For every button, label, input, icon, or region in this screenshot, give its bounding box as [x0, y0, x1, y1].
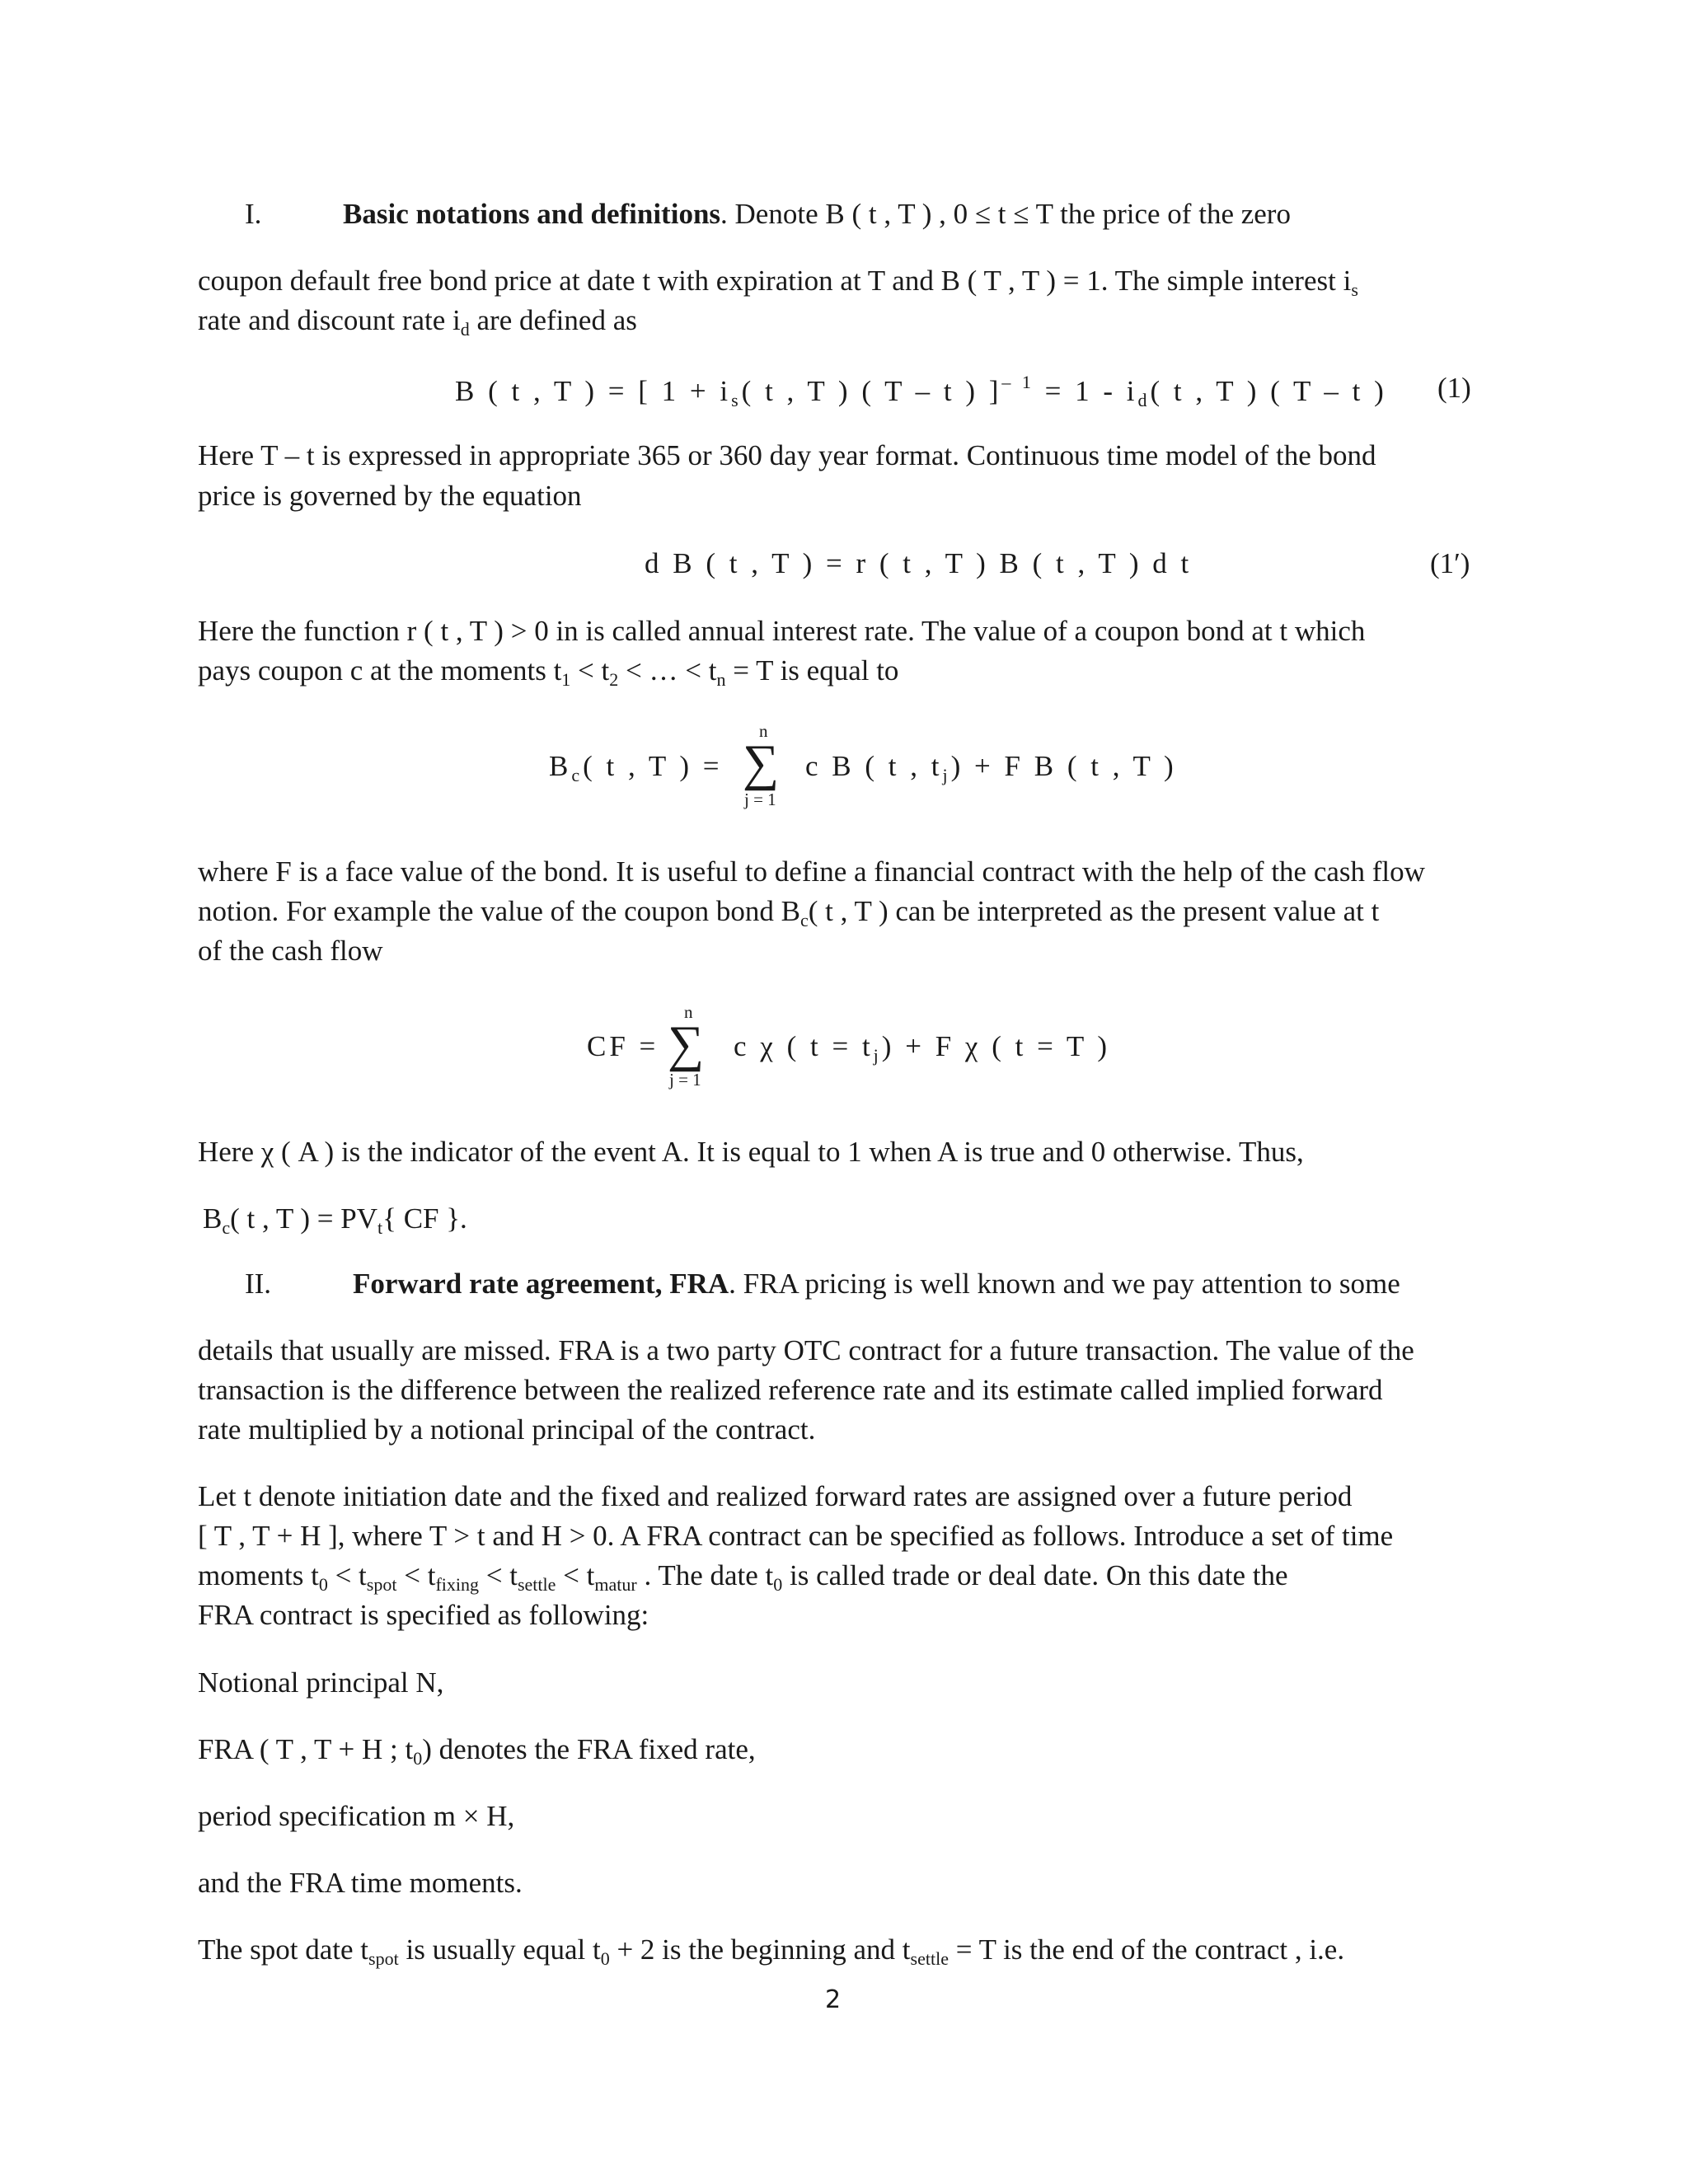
text: ( t , T ) ( T – t )	[1150, 375, 1387, 407]
text: ) + F χ ( t = T )	[881, 1030, 1111, 1062]
text: coupon default free bond price at date t with expiration at T and B ( T , T ) = 1. The simple interest i	[198, 265, 1352, 297]
section-2-line-3: transaction is the difference between the realized reference rate and its estimate called implied forward	[198, 1374, 1383, 1406]
subscript: c	[799, 910, 809, 930]
equation-coupon-bond-rhs	[805, 752, 1177, 785]
summation-sign: ∑	[668, 1016, 705, 1072]
text: are defined as	[469, 304, 637, 336]
subscript: c	[571, 765, 584, 785]
subscript: settle	[910, 1948, 949, 1969]
subscript: d	[460, 319, 470, 340]
subscript: spot	[368, 1948, 399, 1969]
equation-1	[455, 373, 1387, 410]
text: { CF }.	[382, 1202, 467, 1235]
paragraph-2-line-1: Here T – t is expressed in appropriate 365 or 360 day year format. Continuous time model of the bond	[198, 439, 1376, 471]
paragraph-3-line-2	[198, 656, 898, 689]
text: . The date t	[636, 1559, 774, 1591]
text: B ( t , T ) = [ 1 + i	[455, 375, 732, 407]
section-2-line-1	[353, 1269, 1400, 1298]
subscript: 0	[413, 1748, 423, 1769]
equation-1-prime: d B ( t , T ) = r ( t , T ) B ( t , T ) d t	[645, 547, 1193, 579]
paragraph-5-line-1: Here χ ( A ) is the indicator of the event A. It is equal to 1 when A is true and 0 otherwise. Thus,	[198, 1136, 1304, 1168]
paragraph-6-line-3	[198, 1561, 1288, 1594]
text: ( t , T ) ( T – t ) ]	[741, 375, 1002, 407]
text: ( t , T ) = PV	[230, 1202, 378, 1235]
list-item-fra-rate	[198, 1735, 756, 1768]
superscript: – 1	[1001, 372, 1034, 392]
paragraph-6-line-2: [ T , T + H ], where T > t and H > 0. A FRA contract can be specified as follows. Introduce a set of time	[198, 1520, 1394, 1552]
subscript: spot	[366, 1574, 397, 1595]
subscript: j	[873, 1045, 882, 1066]
subscript: settle	[517, 1574, 556, 1595]
section-number-2: II.	[245, 1268, 272, 1300]
subscript: s	[731, 390, 742, 410]
text: c χ ( t = t	[734, 1030, 874, 1062]
equation-coupon-bond-lhs	[549, 752, 723, 785]
text: < t	[396, 1559, 436, 1591]
summation-sign: ∑	[743, 735, 780, 791]
paragraph-4-line-1: where F is a face value of the bond. It is useful to define a financial contract with the help of the cash flow	[198, 855, 1425, 888]
paragraph-5-line-2	[203, 1204, 467, 1237]
text: . FRA pricing is well known and we pay attention to some	[729, 1268, 1400, 1300]
sum-upper-limit: n	[684, 1002, 693, 1022]
text: < t	[570, 654, 610, 687]
text: ( t , T ) =	[583, 750, 723, 782]
paragraph-1-line-3	[198, 306, 637, 339]
paragraph-4-line-2	[198, 897, 1379, 930]
text: ) denotes the FRA fixed rate,	[422, 1733, 756, 1765]
text: < t	[327, 1559, 367, 1591]
subscript: 0	[600, 1948, 610, 1969]
section-2-line-4: rate multiplied by a notional principal of the contract.	[198, 1413, 816, 1446]
text: = T is equal to	[725, 654, 899, 687]
equation-number-1: (1)	[1437, 372, 1471, 404]
text: rate and discount rate i	[198, 304, 461, 336]
paragraph-4-line-3: of the cash flow	[198, 935, 383, 967]
section-number-1: I.	[245, 198, 262, 230]
equation-number-1-prime: (1′)	[1430, 547, 1470, 579]
subscript: c	[222, 1217, 231, 1238]
text: notion. For example the value of the coupon bond B	[198, 895, 800, 927]
equation-cash-flow-lhs: CF =	[587, 1030, 659, 1062]
sum-lower-limit: j = 1	[744, 790, 776, 809]
sum-lower-limit: j = 1	[669, 1070, 701, 1090]
subscript: j	[942, 765, 951, 785]
subscript: 0	[318, 1574, 328, 1595]
text: is usually equal t	[398, 1933, 601, 1966]
subscript: matur	[594, 1574, 637, 1595]
paragraph-1-line-2	[198, 266, 1358, 299]
text: + 2 is the beginning and t	[609, 1933, 911, 1966]
section-heading-2: Forward rate agreement, FRA	[353, 1268, 729, 1300]
section-1-line-1	[343, 199, 1291, 228]
page-number: 2	[825, 1985, 842, 2014]
paragraph-3-line-1: Here the function r ( t , T ) > 0 in is called annual interest rate. The value of a coupon bond at t which	[198, 615, 1366, 647]
text: = 1 - i	[1034, 375, 1138, 407]
section-heading-1: Basic notations and definitions	[343, 198, 721, 230]
subscript: s	[1351, 279, 1358, 300]
subscript: 1	[561, 669, 571, 690]
list-item-notional: Notional principal N,	[198, 1666, 444, 1699]
text: FRA ( T , T + H ; t	[198, 1733, 414, 1765]
text: ) + F B ( t , T )	[950, 750, 1177, 782]
paragraph-7-line-1	[198, 1935, 1344, 1968]
text: . Denote B ( t , T ) , 0 ≤ t ≤ T the price of the zero	[720, 198, 1291, 230]
text: pays coupon c at the moments t	[198, 654, 562, 687]
text: = T is the end of the contract , i.e.	[948, 1933, 1345, 1966]
text: The spot date t	[198, 1933, 369, 1966]
list-item-time-moments: and the FRA time moments.	[198, 1867, 523, 1899]
text: is called trade or deal date. On this date the	[782, 1559, 1288, 1591]
text: < t	[556, 1559, 595, 1591]
subscript: 0	[773, 1574, 783, 1595]
section-2-line-2: details that usually are missed. FRA is a two party OTC contract for a future transaction. The value of the	[198, 1334, 1414, 1366]
paragraph-2-line-2: price is governed by the equation	[198, 480, 582, 512]
text: ( t , T ) can be interpreted as the present value at t	[808, 895, 1380, 927]
paragraph-6-line-1: Let t denote initiation date and the fixed and realized forward rates are assigned over a future period	[198, 1480, 1353, 1512]
equation-cash-flow-rhs	[734, 1032, 1110, 1065]
subscript: 2	[609, 669, 619, 690]
text: < … < t	[618, 654, 717, 687]
subscript: n	[716, 669, 726, 690]
subscript: fixing	[435, 1574, 479, 1595]
text: B	[203, 1202, 223, 1235]
list-item-period: period specification m × H,	[198, 1800, 515, 1832]
text: c B ( t , t	[805, 750, 943, 782]
text: B	[549, 750, 572, 782]
text: < t	[479, 1559, 518, 1591]
sum-upper-limit: n	[759, 721, 768, 741]
paragraph-6-line-4: FRA contract is specified as following:	[198, 1599, 649, 1631]
subscript: d	[1137, 390, 1151, 410]
subscript: t	[377, 1217, 383, 1238]
text: moments t	[198, 1559, 319, 1591]
